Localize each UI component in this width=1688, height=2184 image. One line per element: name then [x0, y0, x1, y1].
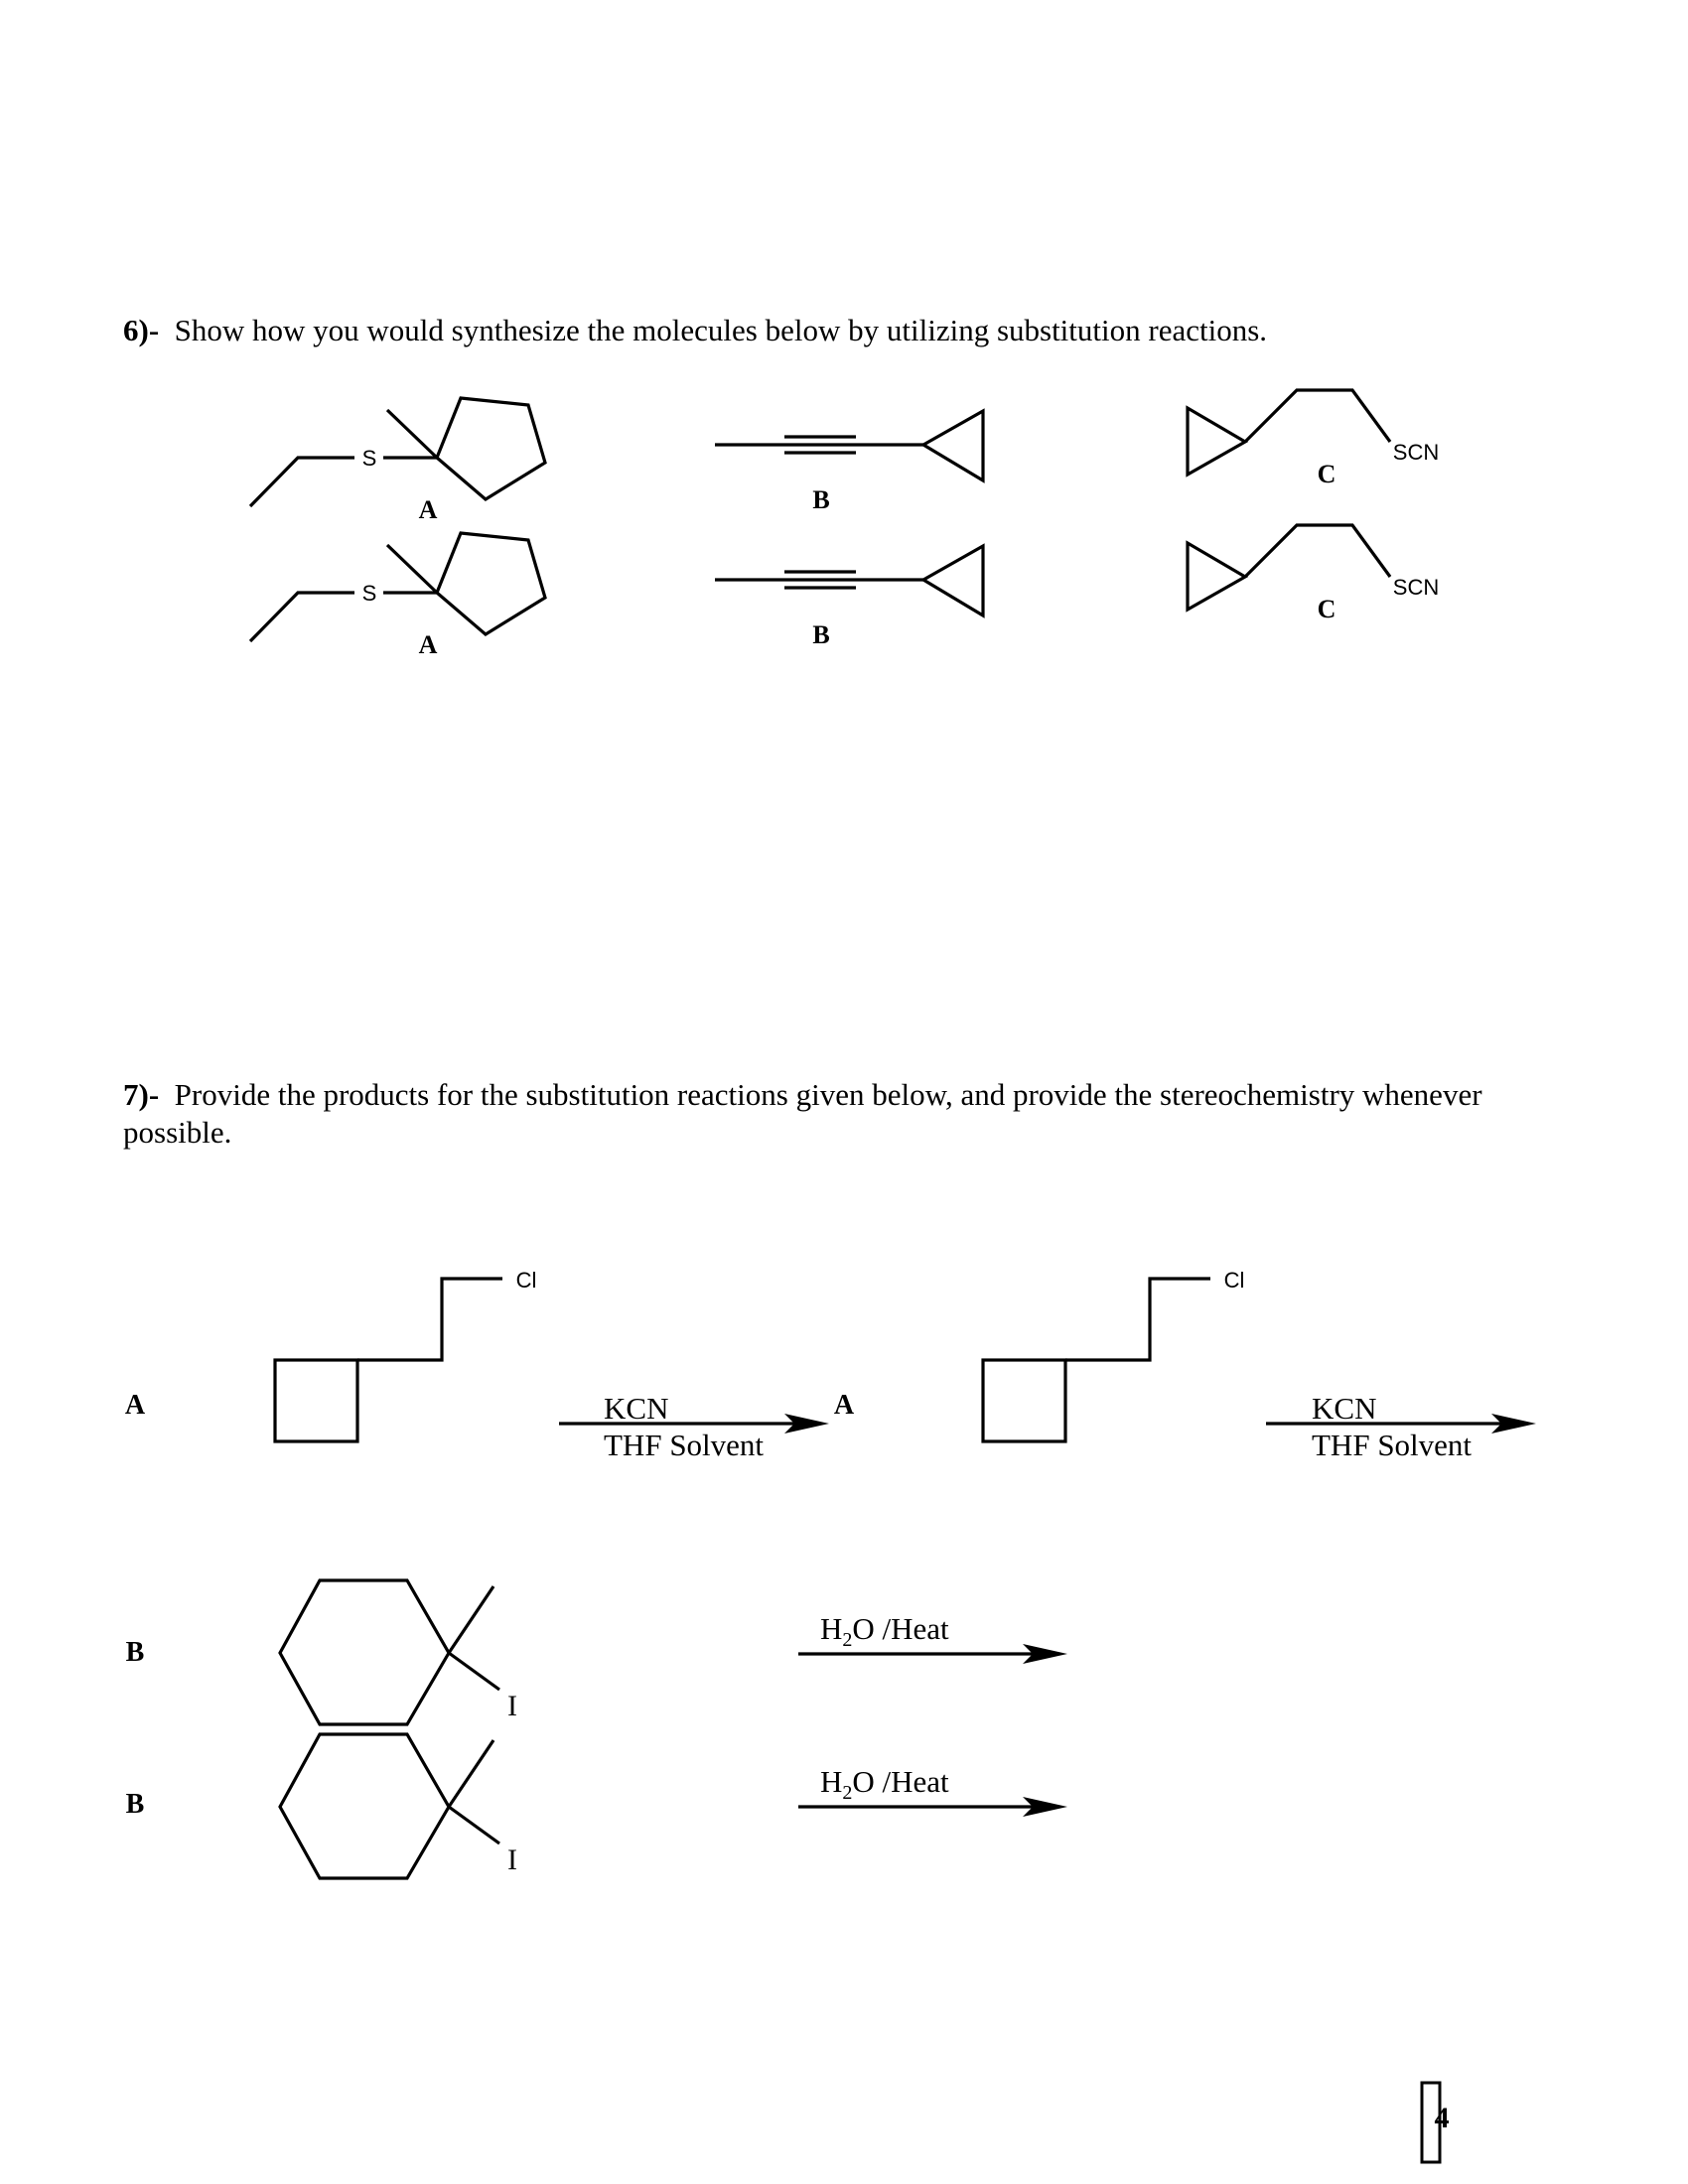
q7-iodomethylcyclohexane-bottom	[280, 1734, 517, 1878]
reagent-prefix: H	[820, 1611, 843, 1646]
reagent-subscript: 2	[842, 1782, 853, 1804]
q7-chloroethylcyclobutane-right	[983, 1268, 1244, 1441]
reagent-kcn: KCN	[604, 1391, 669, 1426]
reagent-water-heat	[820, 1764, 949, 1804]
q6-molecule-B-top	[715, 411, 983, 514]
question-7-text: Provide the products for the substitution reactions given below, and provide the stereochemistry whenever possible.	[123, 1077, 1482, 1150]
q6-molecule-C-bottom	[1188, 525, 1439, 623]
row-label-B: B	[125, 1637, 145, 1668]
iodine-atom-label: I	[507, 1843, 517, 1876]
page-number-box	[1422, 2083, 1450, 2162]
q7-chloroethylcyclobutane-left	[275, 1268, 536, 1441]
sulfur-atom-label: S	[361, 446, 377, 471]
reagent-water-heat	[820, 1611, 949, 1651]
question-6-text: Show how you would synthesize the molecules below by utilizing substitution reactions.	[174, 313, 1268, 347]
reagent-suffix: O /Heat	[852, 1764, 949, 1799]
chlorine-atom-label: Cl	[515, 1268, 537, 1293]
molecule-label-C: C	[1317, 595, 1336, 623]
q7-reaction-arrow-A-right	[1266, 1391, 1536, 1462]
q7-reaction-arrow-A-left	[559, 1391, 829, 1462]
thiocyanate-label: SCN	[1392, 575, 1440, 600]
sulfur-atom-label: S	[361, 581, 377, 606]
reagent-subscript: 2	[842, 1629, 853, 1651]
q7-iodomethylcyclohexane-top	[280, 1580, 517, 1724]
iodine-atom-label: I	[507, 1690, 517, 1722]
q6-molecule-B-bottom	[715, 546, 983, 649]
chlorine-atom-label: Cl	[1223, 1268, 1245, 1293]
q7-reaction-arrow-B-top	[798, 1611, 1067, 1664]
page-number: 4	[1434, 2102, 1450, 2134]
q7-reaction-arrow-B-bottom	[798, 1764, 1067, 1817]
row-label-B: B	[125, 1789, 145, 1820]
question-6-number: 6)-	[123, 313, 160, 347]
solvent-thf: THF Solvent	[1312, 1428, 1473, 1462]
row-label-A: A	[124, 1390, 146, 1421]
molecule-label-C: C	[1317, 460, 1336, 488]
reagent-suffix: O /Heat	[852, 1611, 949, 1646]
molecule-label-B: B	[812, 620, 830, 649]
molecule-label-A: A	[418, 495, 438, 524]
row-label-A: A	[833, 1390, 855, 1421]
thiocyanate-label: SCN	[1392, 440, 1440, 465]
molecule-label-A: A	[418, 630, 438, 659]
reagent-kcn: KCN	[1312, 1391, 1377, 1426]
molecule-label-B: B	[812, 485, 830, 514]
q6-molecule-C-top	[1188, 390, 1439, 488]
question-7-number: 7)-	[123, 1077, 160, 1112]
q6-molecule-A-bottom	[250, 533, 545, 659]
reagent-prefix: H	[820, 1764, 843, 1799]
solvent-thf: THF Solvent	[604, 1428, 765, 1462]
q6-molecule-A-top	[250, 398, 545, 524]
